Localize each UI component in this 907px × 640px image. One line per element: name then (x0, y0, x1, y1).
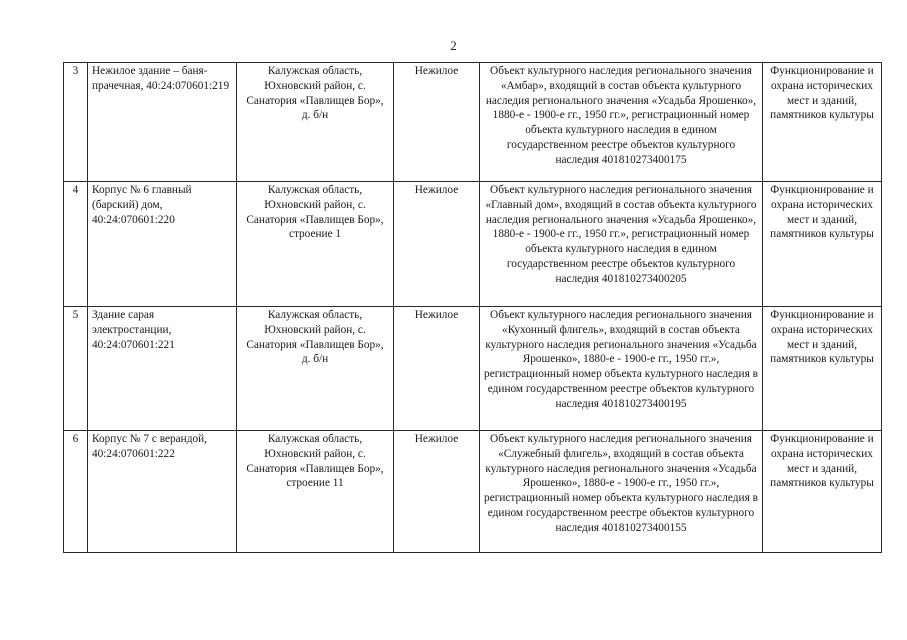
table-row (64, 63, 882, 182)
permitted-use: Функционирование и охрана исторических мест и зданий, памятников культуры (763, 182, 882, 307)
permitted-use: Функционирование и охрана исторических мест и зданий, памятников культуры (763, 307, 882, 431)
object-address: Калужская область, Юхновский район, с. Санатория «Павлищев Бор», д. б/н (237, 307, 394, 431)
row-number: 6 (64, 431, 88, 553)
heritage-description: Объект культурного наследия регионального значения «Служебный флигель», входящий в состав объекта культурного наследия регионального значения «Усадьба Ярошенко», 1880-е - 1900-е гг., 1950 гг.», регистрационный номер объекта культурного наследия в едином государственном реестре объектов культурного наследия 401810273400155 (480, 431, 763, 553)
object-name: Корпус № 6 главный (барский) дом, 40:24:070601:220 (88, 182, 237, 307)
object-kind: Нежилое (394, 307, 480, 431)
object-kind: Нежилое (394, 182, 480, 307)
row-number: 4 (64, 182, 88, 307)
object-name: Нежилое здание – баня-прачечная, 40:24:070601:219 (88, 63, 237, 182)
row-number: 5 (64, 307, 88, 431)
object-name: Корпус № 7 с верандой, 40:24:070601:222 (88, 431, 237, 553)
permitted-use: Функционирование и охрана исторических мест и зданий, памятников культуры (763, 63, 882, 182)
object-address: Калужская область, Юхновский район, с. Санатория «Павлищев Бор», строение 1 (237, 182, 394, 307)
heritage-description: Объект культурного наследия регионального значения «Амбар», входящий в состав объекта культурного наследия регионального значения «Усадьба Ярошенко», 1880-е - 1900-е гг., 1950 гг.», регистрационный номер объекта культурного наследия в едином государственном реестре объектов культурного наследия 401810273400175 (480, 63, 763, 182)
object-address: Калужская область, Юхновский район, с. Санатория «Павлищев Бор», д. б/н (237, 63, 394, 182)
object-kind: Нежилое (394, 431, 480, 553)
table-row (64, 431, 882, 553)
object-kind: Нежилое (394, 63, 480, 182)
row-number: 3 (64, 63, 88, 182)
heritage-description: Объект культурного наследия регионального значения «Главный дом», входящий в состав объекта культурного наследия регионального значения «Усадьба Ярошенко», 1880-е - 1900-е гг., 1950 гг.», регистрационный номер объекта культурного наследия в едином государственном реестре объектов культурного наследия 401810273400205 (480, 182, 763, 307)
table-row (64, 182, 882, 307)
heritage-objects-table (63, 62, 882, 553)
object-name: Здание сарая электростанции, 40:24:070601:221 (88, 307, 237, 431)
page-number: 2 (450, 38, 457, 53)
table-row (64, 307, 882, 431)
permitted-use: Функционирование и охрана исторических мест и зданий, памятников культуры (763, 431, 882, 553)
object-address: Калужская область, Юхновский район, с. Санатория «Павлищев Бор», строение 11 (237, 431, 394, 553)
heritage-description: Объект культурного наследия регионального значения «Кухонный флигель», входящий в состав объекта культурного наследия регионального значения «Усадьба Ярошенко», 1880-е - 1900-е гг., 1950 гг.», регистрационный номер объекта культурного наследия в едином государственном реестре объектов культурного наследия 401810273400195 (480, 307, 763, 431)
